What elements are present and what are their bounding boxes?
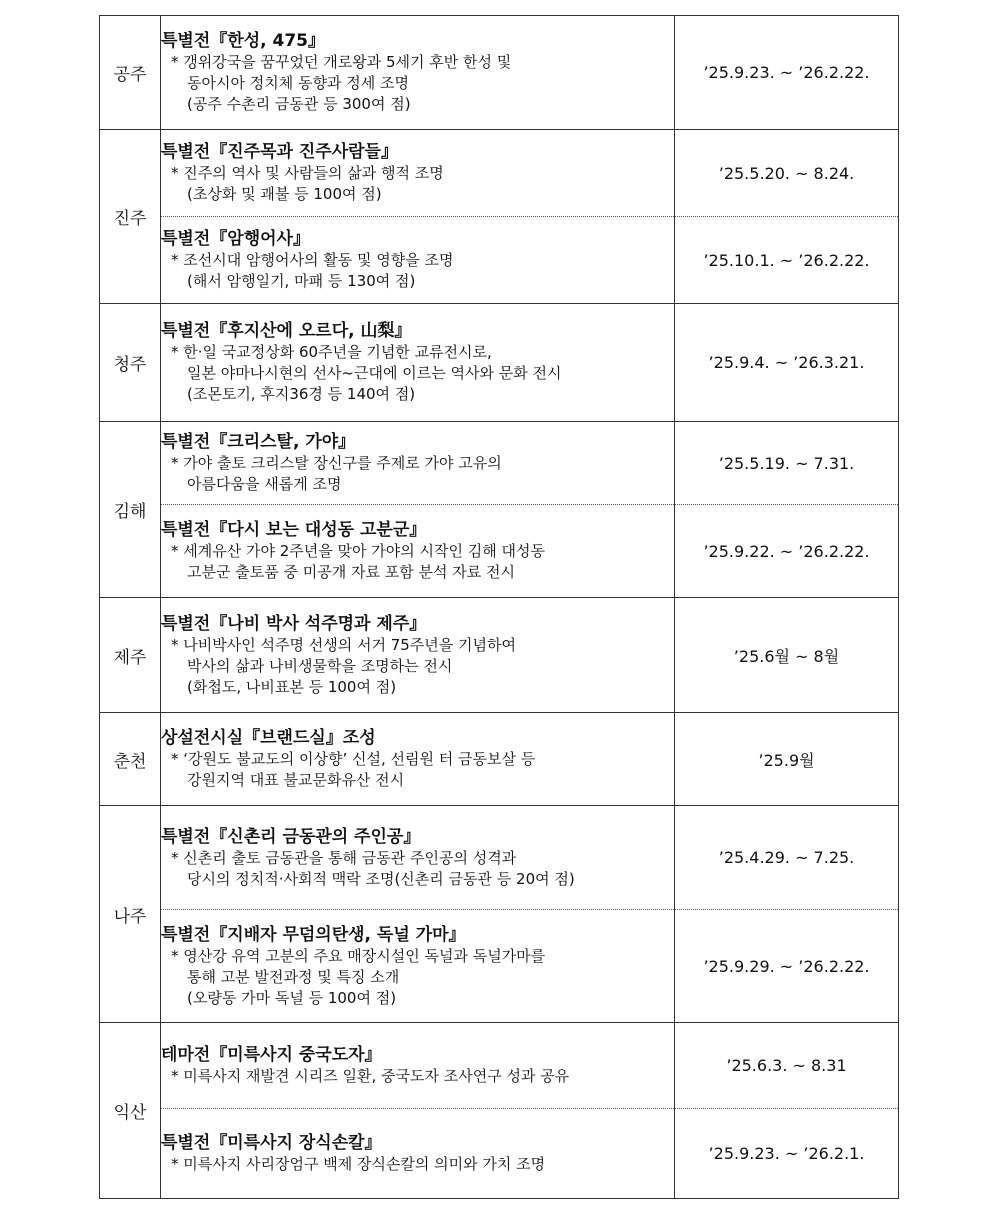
exhibition-period: ’25.5.19. ~ 7.31. xyxy=(675,422,899,505)
exhibition-content xyxy=(161,304,675,422)
exhibition-title: 특별전『지배자 무덤의탄생, 독널 가마』 xyxy=(161,924,466,945)
region-cell: 진주 xyxy=(100,130,161,304)
exhibition-period: ’25.5.20. ~ 8.24. xyxy=(675,130,899,217)
exhibition-title: 특별전『나비 박사 석주명과 제주』 xyxy=(161,613,427,634)
exhibition-content xyxy=(161,806,675,910)
exhibition-row xyxy=(100,422,899,505)
exhibition-table xyxy=(99,15,899,1199)
exhibition-description-line: 동아시아 정치체 동향과 정세 조명 xyxy=(187,74,409,92)
exhibition-row xyxy=(100,806,899,910)
exhibition-description-line: * 진주의 역사 및 사람들의 삶과 행적 조명 xyxy=(171,164,444,182)
exhibition-row xyxy=(100,598,899,713)
exhibition-description-line: * 미륵사지 사리장엄구 백제 장식손칼의 의미와 가치 조명 xyxy=(171,1155,546,1173)
region-cell: 춘천 xyxy=(100,713,161,806)
region-cell: 제주 xyxy=(100,598,161,713)
exhibition-content xyxy=(161,1109,675,1199)
exhibition-description-line: * 가야 출토 크리스탈 장신구를 주제로 가야 고유의 xyxy=(171,454,502,472)
exhibition-description-line: * 갱위강국을 꿈꾸었던 개로왕과 5세기 후반 한성 및 xyxy=(171,53,512,71)
exhibition-title: 특별전『크리스탈, 가야』 xyxy=(161,432,356,452)
exhibition-period: ’25.9.23. ~ ’26.2.1. xyxy=(675,1109,899,1199)
exhibition-title: 특별전『다시 보는 대성동 고분군』 xyxy=(161,520,427,540)
exhibition-title: 특별전『암행어사』 xyxy=(161,229,310,249)
exhibition-description-line: (화첩도, 나비표본 등 100여 점) xyxy=(187,677,397,696)
exhibition-row xyxy=(100,1023,899,1109)
exhibition-period: ’25.6월 ~ 8월 xyxy=(675,598,899,713)
exhibition-row xyxy=(100,304,899,422)
exhibition-description-line: * 한·일 국교정상화 60주년을 기념한 교류전시로, xyxy=(171,343,492,361)
region-cell: 청주 xyxy=(100,304,161,422)
exhibition-description-line: 통해 고분 발전과정 및 특징 소개 xyxy=(187,967,400,986)
exhibition-content xyxy=(161,713,675,806)
exhibition-table-body xyxy=(100,16,899,1199)
exhibition-content xyxy=(161,1023,675,1109)
exhibition-description-line: (오량동 가마 독널 등 100여 점) xyxy=(187,988,397,1007)
exhibition-row xyxy=(100,16,899,130)
exhibition-title: 특별전『후지산에 오르다, 山梨』 xyxy=(161,321,412,341)
exhibition-title: 상설전시실『브랜드실』조성 xyxy=(161,728,376,748)
exhibition-description-line: * 세계유산 가야 2주년을 맞아 가야의 시작인 김해 대성동 xyxy=(171,542,545,560)
exhibition-content xyxy=(161,217,675,304)
exhibition-content xyxy=(161,910,675,1023)
exhibition-row xyxy=(100,505,899,598)
exhibition-content xyxy=(161,130,675,217)
exhibition-description-line: 당시의 정치적·사회적 맥락 조명(신촌리 금동관 등 20여 점) xyxy=(187,869,575,888)
exhibition-period: ’25.9.29. ~ ’26.2.22. xyxy=(675,910,899,1023)
exhibition-row xyxy=(100,910,899,1023)
exhibition-period: ’25.9.23. ~ ’26.2.22. xyxy=(675,16,899,130)
exhibition-period: ’25.9월 xyxy=(675,713,899,806)
exhibition-row xyxy=(100,1109,899,1199)
exhibition-content xyxy=(161,598,675,713)
region-cell: 김해 xyxy=(100,422,161,598)
exhibition-description-line: * 신촌리 출토 금동관을 통해 금동관 주인공의 성격과 xyxy=(171,848,517,867)
exhibition-description-line: (조몬토기, 후지36경 등 140여 점) xyxy=(187,385,416,403)
exhibition-period: ’25.4.29. ~ 7.25. xyxy=(675,806,899,910)
exhibition-content xyxy=(161,505,675,598)
exhibition-description-line: (공주 수촌리 금동관 등 300여 점) xyxy=(187,95,411,113)
region-cell: 공주 xyxy=(100,16,161,130)
exhibition-description-line: 강원지역 대표 불교문화유산 전시 xyxy=(187,771,405,789)
exhibition-description-line: * 미륵사지 재발견 시리즈 일환, 중국도자 조사연구 성과 공유 xyxy=(171,1067,570,1085)
exhibition-title: 특별전『신촌리 금동관의 주인공』 xyxy=(161,826,421,847)
exhibition-content xyxy=(161,16,675,130)
region-cell: 익산 xyxy=(100,1023,161,1199)
region-cell: 나주 xyxy=(100,806,161,1023)
exhibition-description-line: 고분군 출토품 중 미공개 자료 포함 분석 자료 전시 xyxy=(187,563,515,581)
exhibition-period: ’25.9.22. ~ ’26.2.22. xyxy=(675,505,899,598)
exhibition-title: 특별전『진주목과 진주사람들』 xyxy=(161,142,398,162)
exhibition-period: ’25.9.4. ~ ’26.3.21. xyxy=(675,304,899,422)
exhibition-row xyxy=(100,713,899,806)
exhibition-period: ’25.6.3. ~ 8.31 xyxy=(675,1023,899,1109)
exhibition-description-line: * ‘강원도 불교도의 이상향’ 신설, 선림원 터 금동보살 등 xyxy=(171,750,536,768)
exhibition-description-line: 아름다움을 새롭게 조명 xyxy=(187,475,342,493)
exhibition-row xyxy=(100,130,899,217)
exhibition-row xyxy=(100,217,899,304)
exhibition-description-line: * 영산강 유역 고분의 주요 매장시설인 독널과 독널가마를 xyxy=(171,946,546,965)
exhibition-period: ’25.10.1. ~ ’26.2.22. xyxy=(675,217,899,304)
exhibition-title: 테마전『미륵사지 중국도자』 xyxy=(161,1045,382,1065)
exhibition-title: 특별전『미륵사지 장식손칼』 xyxy=(161,1133,382,1153)
exhibition-description-line: * 조선시대 암행어사의 활동 및 영향을 조명 xyxy=(171,251,454,269)
exhibition-content xyxy=(161,422,675,505)
exhibition-title: 특별전『한성, 475』 xyxy=(161,31,325,51)
exhibition-description-line: * 나비박사인 석주명 선생의 서거 75주년을 기념하여 xyxy=(171,635,516,654)
exhibition-description-line: (해서 암행일기, 마패 등 130여 점) xyxy=(187,272,416,290)
exhibition-description-line: 박사의 삶과 나비생물학을 조명하는 전시 xyxy=(187,656,453,675)
exhibition-description-line: 일본 야마나시현의 선사~근대에 이르는 역사와 문화 전시 xyxy=(187,364,562,382)
exhibition-description-line: (초상화 및 괘불 등 100여 점) xyxy=(187,185,382,203)
